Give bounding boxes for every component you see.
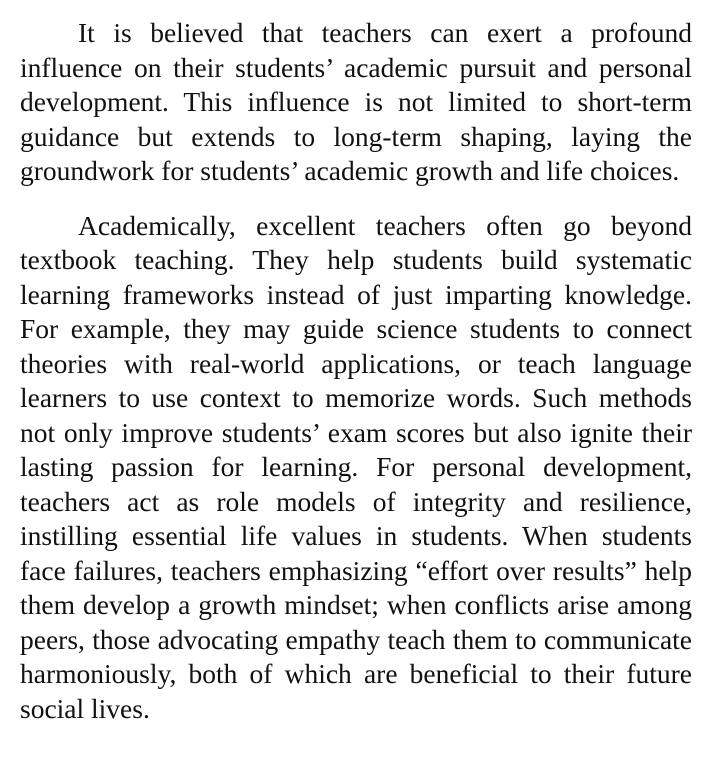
paragraph-intro: It is believed that teachers can exert a profound influence on their students’ academic pursuit and personal development. This influence is not limited to short-term guidance but extends to long-term shaping, laying the groundwork for students’ academic growth and life choices. (20, 17, 692, 186)
paragraph-body: Academically, excellent teachers often go beyond textbook teaching. They help students build systematic learning frameworks instead of just imparting knowledge. For example, they may guide science students to connect theories with real-world applications, or teach language learners to use context to memorize words. Such methods not only improve students’ exam scores but also ignite their lasting passion for learning. For personal development, teachers act as role models of integrity and resilience, instilling essential life values in students. When students face failures, teachers emphasizing “effort over results” help them develop a growth mindset; when conflicts arise among peers, those advocating empathy teach them to communicate harmoniously, both of which are beneficial to their future social lives. (20, 209, 692, 724)
